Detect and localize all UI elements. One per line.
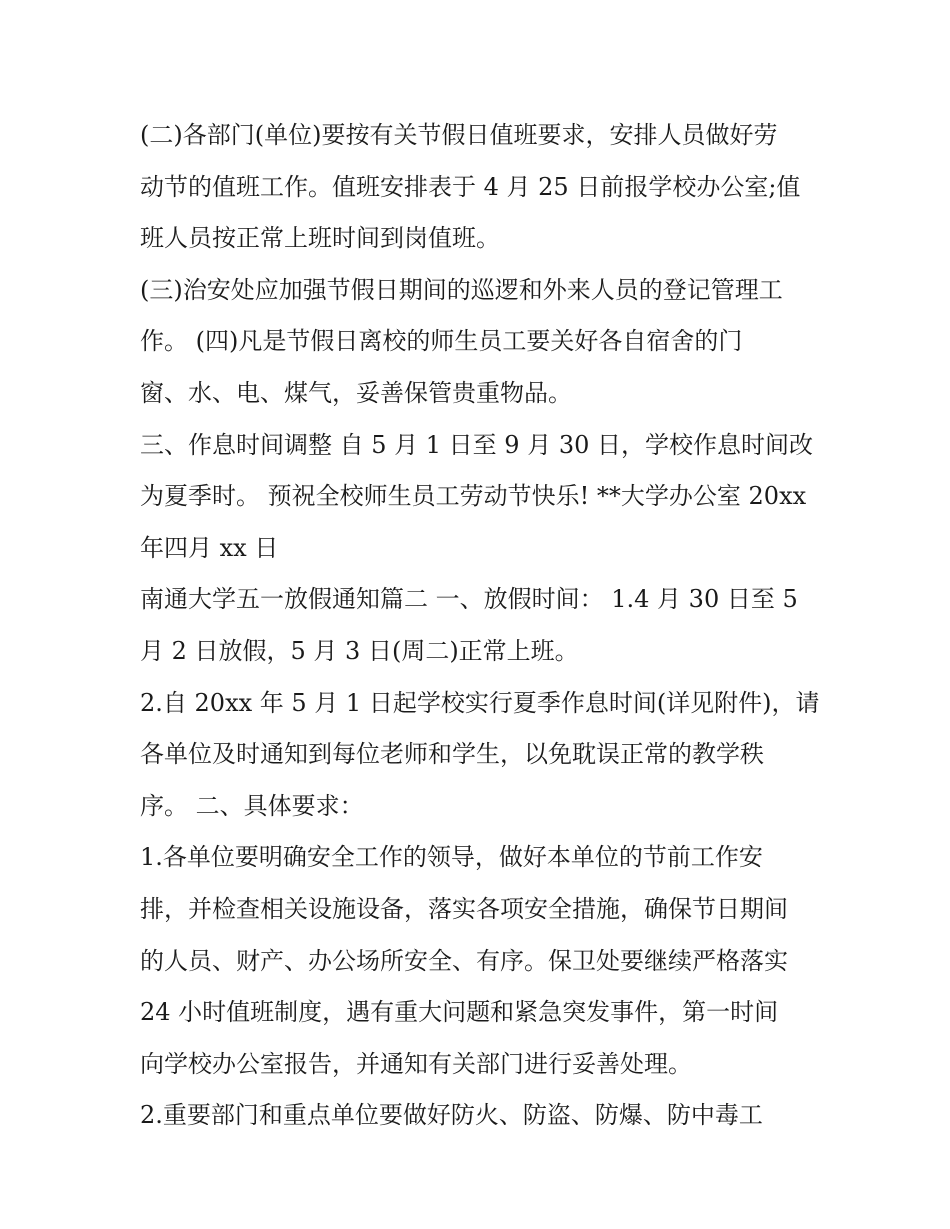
text-line: 序。 二、具体要求：	[140, 791, 364, 820]
text-line: 的人员、财产、办公场所安全、有序。保卫处要继续严格落实	[140, 946, 788, 975]
text-line: 窗、水、电、煤气，妥善保管贵重物品。	[140, 378, 572, 407]
text-line: 班人员按正常上班时间到岗值班。	[140, 224, 500, 253]
text-line: 24 小时值班制度，遇有重大问题和紧急突发事件，第一时间	[140, 998, 779, 1027]
text-line: 各单位及时通知到每位老师和学生，以免耽误正常的教学秩	[140, 740, 764, 769]
text-line: 年四月 xx 日	[140, 533, 279, 562]
text-line: 2.重要部门和重点单位要做好防火、防盗、防爆、防中毒工	[140, 1101, 763, 1130]
document-body	[140, 110, 820, 1142]
text-line: 三、作息时间调整 自 5 月 1 日至 9 月 30 日，学校作息时间改	[140, 430, 814, 459]
text-line: 为夏季时。 预祝全校师生员工劳动节快乐! **大学办公室 20xx	[140, 482, 807, 511]
text-line: 1.各单位要明确安全工作的领导，做好本单位的节前工作安	[140, 843, 763, 872]
text-line: 月 2 日放假，5 月 3 日(周二)正常上班。	[140, 636, 579, 665]
text-line: 排，并检查相关设施设备，落实各项安全措施，确保节日期间	[140, 894, 788, 923]
text-line: (三)治安处应加强节假日期间的巡逻和外来人员的登记管理工	[140, 275, 783, 304]
text-line: 作。 (四)凡是节假日离校的师生员工要关好各自宿舍的门	[140, 327, 743, 356]
text-line: 2.自 20xx 年 5 月 1 日起学校实行夏季作息时间(详见附件)，请	[140, 688, 820, 717]
text-line: 南通大学五一放假通知篇二 一、放假时间： 1.4 月 30 日至 5	[140, 585, 798, 614]
text-line: (二)各部门(单位)要按有关节假日值班要求，安排人员做好劳	[140, 121, 778, 149]
text-line: 动节的值班工作。值班安排表于 4 月 25 日前报学校办公室;值	[140, 172, 801, 201]
text-line: 向学校办公室报告，并通知有关部门进行妥善处理。	[140, 1049, 692, 1078]
